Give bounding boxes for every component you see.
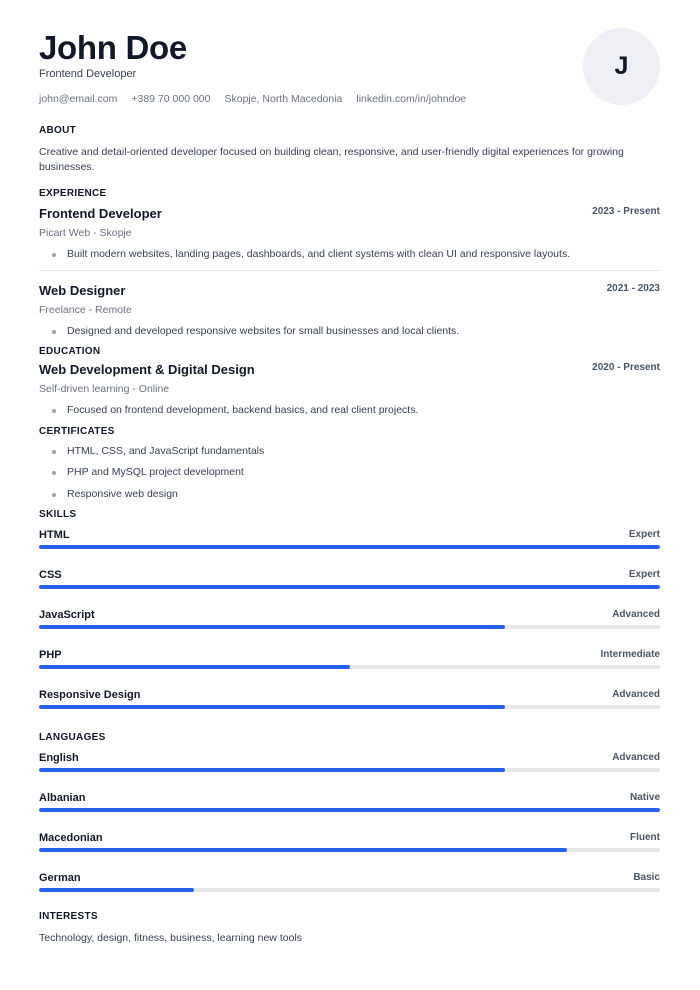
language-item: [39, 832, 660, 872]
education-bullets: [39, 403, 660, 418]
language-item-level: Advanced: [612, 751, 660, 763]
section-title-experience: EXPERIENCE: [39, 188, 107, 199]
contact-linkedin[interactable]: linkedin.com/in/johndoe: [356, 93, 467, 105]
skill-item-name: PHP: [39, 648, 62, 661]
language-item-level: Fluent: [630, 831, 660, 843]
job-company: Freelance - Remote: [39, 304, 132, 316]
language-item: [39, 752, 660, 792]
education-section: [39, 346, 660, 418]
language-item-level: Native: [629, 791, 660, 803]
certificate-list: [39, 444, 660, 502]
language-item-name: English: [39, 751, 79, 764]
skill-item: [39, 529, 660, 569]
section-title-about: ABOUT: [39, 125, 77, 136]
section-title-certificates: CERTIFICATES: [39, 425, 115, 437]
skill-item: [39, 609, 660, 649]
avatar-initial: J: [614, 52, 629, 80]
job-bullets: [39, 324, 660, 339]
skill-item: [39, 689, 660, 729]
education-date: 2020 - Present: [592, 361, 660, 373]
divider: [39, 270, 660, 271]
skill-item-progress-fill: [39, 705, 505, 709]
skill-item-progress-fill: [39, 665, 350, 669]
skill-item-progress-fill: [39, 625, 505, 629]
skill-item-progress-fill: [39, 585, 660, 589]
education-title: Web Development & Digital Design: [39, 361, 255, 377]
skill-item: [39, 649, 660, 689]
language-item-progress-track: [39, 848, 660, 852]
job-bullets: [39, 247, 660, 262]
candidate-name: John Doe: [39, 29, 187, 66]
skill-item-name: CSS: [39, 568, 62, 581]
language-item-progress-fill: [39, 888, 194, 892]
language-item-level: Basic: [633, 871, 660, 883]
language-item-progress-track: [39, 768, 660, 772]
contact-location: Skopje, North Macedonia: [224, 93, 343, 105]
language-item-progress-track: [39, 808, 660, 812]
interests-section: [39, 911, 660, 944]
experience-section: [39, 188, 660, 339]
experience-item: [39, 282, 660, 339]
skill-item-name: Responsive Design: [39, 688, 141, 701]
skill-item-level: Advanced: [612, 608, 660, 620]
candidate-role: Frontend Developer: [39, 68, 137, 80]
certificates-section: [39, 426, 660, 502]
bullet-item: Focused on frontend development, backend basics, and real client projects.: [39, 403, 660, 418]
resume-header: [39, 0, 660, 118]
certificate-item: HTML, CSS, and JavaScript fundamentals: [39, 444, 660, 459]
education-item: [39, 361, 660, 418]
section-title-interests: INTERESTS: [39, 910, 98, 922]
skill-item-progress-track: [39, 545, 660, 549]
experience-item: [39, 205, 660, 262]
skill-item-progress-track: [39, 705, 660, 709]
language-item-name: Albanian: [39, 791, 86, 804]
language-item-name: Macedonian: [39, 831, 103, 844]
section-title-skills: SKILLS: [39, 508, 77, 520]
skill-item: [39, 569, 660, 609]
job-title: Frontend Developer: [39, 206, 162, 221]
skill-item-level: Expert: [628, 528, 660, 540]
skill-item-name: JavaScript: [39, 608, 95, 621]
skill-item-progress-track: [39, 625, 660, 629]
language-item-progress-track: [39, 888, 660, 892]
language-item-name: German: [39, 871, 81, 884]
language-item-progress-fill: [39, 808, 660, 812]
skill-item-level: Intermediate: [600, 648, 660, 660]
skill-item-level: Expert: [628, 568, 660, 580]
about-section: [39, 125, 660, 175]
section-title-languages: LANGUAGES: [39, 731, 106, 743]
certificate-item: Responsive web design: [39, 487, 660, 502]
contact-list: [39, 93, 466, 105]
certificate-item: PHP and MySQL project development: [39, 465, 660, 480]
languages-list: [39, 752, 660, 912]
contact-email[interactable]: john@email.com: [39, 93, 118, 105]
language-item-progress-fill: [39, 768, 505, 772]
job-title: Web Designer: [39, 283, 126, 298]
about-text: Creative and detail-oriented developer focused on building clean, responsive, and user-friendly digital experiences for growing businesses.: [39, 146, 624, 173]
skill-item-level: Advanced: [612, 688, 660, 700]
interests-text: Technology, design, fitness, business, learning new tools: [39, 931, 303, 944]
avatar: [583, 28, 660, 105]
skills-list: [39, 529, 660, 729]
languages-section: [39, 732, 660, 912]
section-title-education: EDUCATION: [39, 345, 101, 357]
job-date: 2023 - Present: [592, 206, 660, 217]
bullet-item: Designed and developed responsive websites for small businesses and local clients.: [39, 324, 660, 339]
language-item-progress-fill: [39, 848, 567, 852]
job-date: 2021 - 2023: [606, 283, 660, 294]
language-item: [39, 872, 660, 912]
skill-item-progress-track: [39, 585, 660, 589]
skill-item-progress-track: [39, 665, 660, 669]
job-company: Picart Web - Skopje: [39, 227, 132, 239]
skills-section: [39, 509, 660, 729]
language-item: [39, 792, 660, 832]
bullet-item: Built modern websites, landing pages, dashboards, and client systems with clean UI and responsive layouts.: [39, 247, 660, 262]
contact-phone[interactable]: +389 70 000 000: [131, 93, 211, 105]
skill-item-name: HTML: [39, 528, 70, 541]
skill-item-progress-fill: [39, 545, 660, 549]
education-institution: Self-driven learning - Online: [39, 382, 170, 395]
